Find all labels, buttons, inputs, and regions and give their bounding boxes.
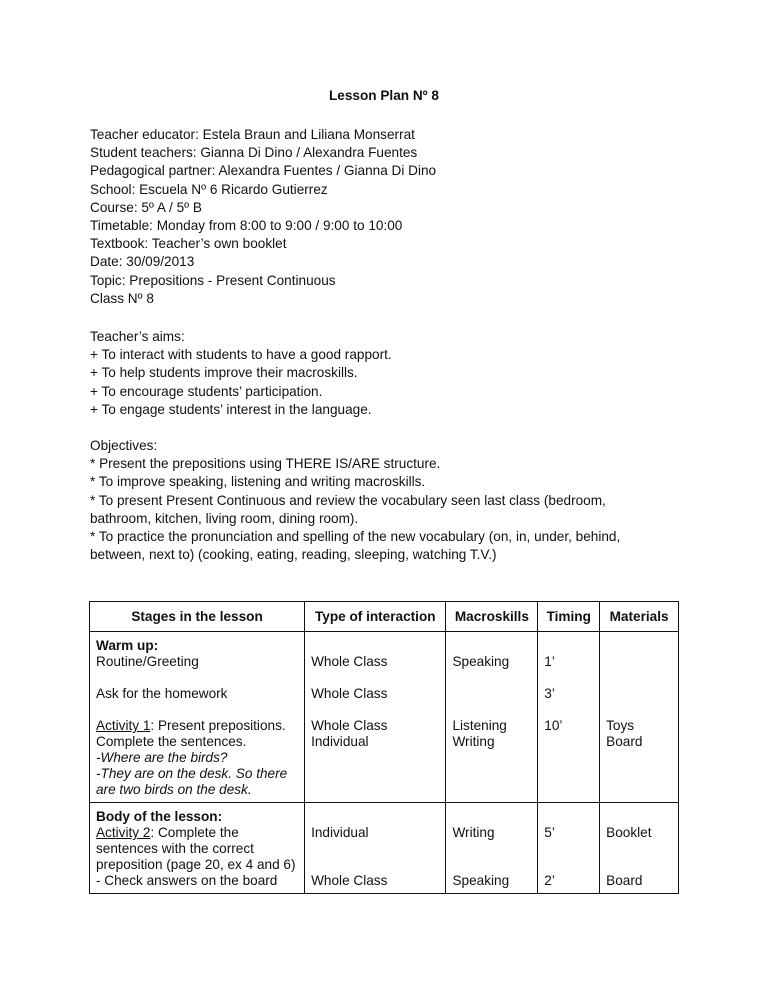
- objective-item: * To improve speaking, listening and writing macroskills.: [90, 474, 426, 490]
- info-teacher-educator: Teacher educator: Estela Braun and Liliana Monserrat: [90, 127, 415, 142]
- homework-text: Ask for the homework: [96, 686, 228, 701]
- page-title: Lesson Plan Nº 8: [329, 88, 439, 103]
- info-student-teachers: Student teachers: Gianna Di Dino / Alexandra Fuentes: [90, 145, 418, 161]
- body-stage-cell: [90, 803, 305, 894]
- info-date: Date: 30/09/2013: [90, 254, 195, 270]
- header-timing: Timing: [538, 602, 600, 632]
- example-answer: -They are on the desk. So there are two birds on the desk.: [96, 766, 288, 797]
- warmup-timing-cell: 1’ 3’ 10’: [538, 632, 600, 803]
- objective-item: * To present Present Continuous and review the vocabulary seen last class (bedroom, bathroom, kitchen, living room, dining room).: [90, 492, 606, 526]
- info-timetable: Timetable: Monday from 8:00 to 9:00 / 9:00 to 10:00: [90, 218, 403, 234]
- table-header-row: [90, 602, 679, 632]
- body-heading: Body of the lesson:: [96, 809, 223, 824]
- objective-item: * To practice the pronunciation and spelling of the new vocabulary (on, in, under, behind, between, next to) (cooking, eating, reading, sleeping, watching T.V.): [90, 529, 621, 563]
- body-timing-cell: 5’ 2’: [538, 803, 600, 894]
- teacher-aims: [90, 328, 670, 419]
- body-interaction-cell: Individual Whole Class: [305, 803, 446, 894]
- table-row: [90, 632, 679, 803]
- activity-2-label: Activity 2: [96, 825, 151, 840]
- objectives-heading: Objectives:: [90, 438, 158, 453]
- body-materials-cell: Booklet Board: [600, 803, 679, 894]
- aims-heading: Teacher’s aims:: [90, 329, 185, 344]
- example-question: -Where are the birds?: [96, 750, 228, 765]
- aim-item: + To engage students’ interest in the language.: [90, 401, 372, 417]
- aim-item: + To encourage students’ participation.: [90, 383, 323, 399]
- aim-item: + To help students improve their macroskills.: [90, 365, 358, 381]
- warmup-heading: Warm up:: [96, 638, 159, 653]
- complete-text: Complete the sentences.: [96, 734, 247, 749]
- warmup-materials-cell: Toys Board: [600, 632, 679, 803]
- warmup-interaction-cell: Whole Class Whole Class Whole Class Individual: [305, 632, 446, 803]
- objectives: [90, 437, 670, 564]
- lesson-stages-table: [89, 601, 679, 894]
- check-text: - Check answers on the board: [96, 873, 278, 888]
- info-class: Class Nº 8: [90, 290, 154, 306]
- info-pedagogical-partner: Pedagogical partner: Alexandra Fuentes / Gianna Di Dino: [90, 163, 437, 179]
- header-materials: Materials: [600, 602, 679, 632]
- warmup-macroskills-cell: Speaking Listening Writing: [446, 632, 538, 803]
- warmup-stage-cell: [90, 632, 305, 803]
- header-stages: Stages in the lesson: [90, 602, 305, 632]
- activity-2-text: Activity 2: Complete the sentences with the correct preposition (page 20, ex 4 and 6): [96, 825, 296, 872]
- info-textbook: Textbook: Teacher’s own booklet: [90, 236, 287, 252]
- header-interaction: Type of interaction: [305, 602, 446, 632]
- activity-1-label: Activity 1: [96, 718, 151, 733]
- objective-item: * Present the prepositions using THERE IS/ARE structure.: [90, 456, 441, 472]
- aim-item: + To interact with students to have a good rapport.: [90, 347, 392, 363]
- routine-text: Routine/Greeting: [96, 654, 199, 669]
- activity-1-text: Activity 1: Present prepositions.: [96, 718, 286, 733]
- header-macroskills: Macroskills: [446, 602, 538, 632]
- table-row: [90, 803, 679, 894]
- info-course: Course: 5º A / 5º B: [90, 199, 202, 215]
- body-macroskills-cell: Writing Speaking: [446, 803, 538, 894]
- info-topic: Topic: Prepositions - Present Continuous: [90, 272, 336, 288]
- lesson-info: [90, 126, 670, 308]
- info-school: School: Escuela Nº 6 Ricardo Gutierrez: [90, 181, 328, 197]
